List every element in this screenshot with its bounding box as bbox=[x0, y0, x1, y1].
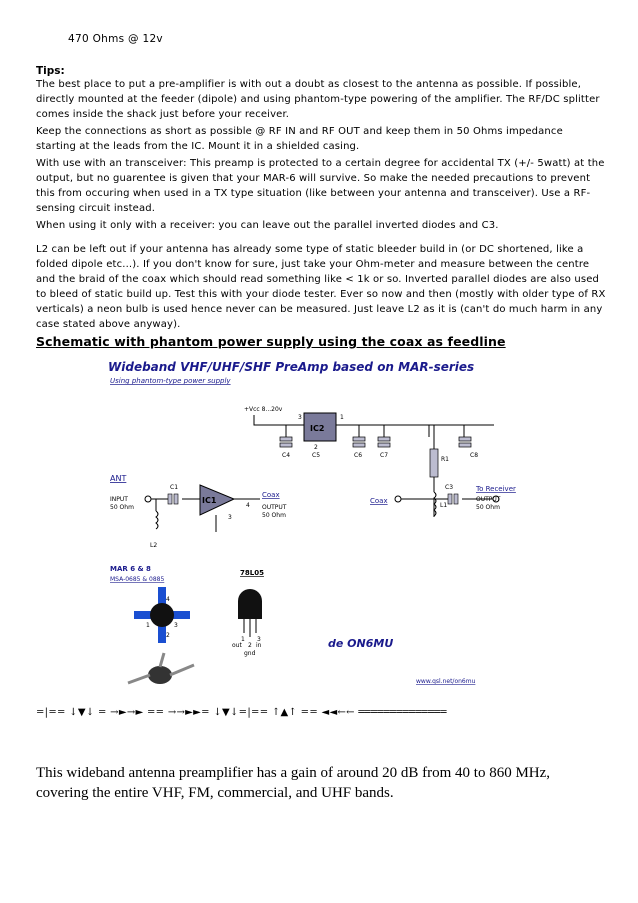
coax-out-label: Coax bbox=[262, 491, 280, 499]
ic1-pin4: 4 bbox=[246, 502, 250, 509]
mar-pin3: 3 bbox=[174, 622, 178, 629]
ant-label: ANT bbox=[110, 474, 127, 483]
regulator-title: 78L05 bbox=[240, 569, 264, 577]
c5-label: C5 bbox=[312, 452, 321, 459]
closing-paragraph: This wideband antenna preamplifier has a gain of around 20 dB from 40 to 860 MHz, covering the entire VHF, FM, commercial, and UHF bands. bbox=[36, 765, 551, 801]
mar-pin2: 2 bbox=[166, 632, 170, 639]
c6-label: C6 bbox=[354, 452, 363, 459]
c7-label: C7 bbox=[380, 452, 389, 459]
regulator-out: out bbox=[232, 642, 242, 649]
ic2-pin1: 1 bbox=[340, 414, 344, 421]
coax-in-label: Coax bbox=[370, 497, 388, 505]
l1-label: L1 bbox=[440, 502, 448, 509]
tips-paragraph-placement: The best place to put a pre-amplifier is with out a doubt as closest to the antenna as possible. If possible, directly mounted at the feeder (dipole) and using phantom-type powering of the amplifier. The RF/DC splitter comes inside the shack just before your receiver. bbox=[36, 79, 600, 120]
author-credit: de ON6MU bbox=[328, 637, 394, 650]
mar-subtitle: MSA-0685 & 0885 bbox=[110, 576, 165, 583]
ic1-label: IC1 bbox=[202, 496, 217, 505]
c1-label: C1 bbox=[170, 484, 179, 491]
tips-paragraph-l2: L2 can be left out if your antenna has already some type of static bleeder build in (or DC shortened, like a folded dipole etc...). If you don't know for sure, just take your Ohm-meter and measure between the centre and the braid of the coax which should read something like < 1k or so. Inverted parallel diodes are also used to bleed of static build up. Test this with your diode tester. Ever so now and then (mostly with older type of RX verticals) a neon bulb is used hence never can be measured. Just leave L2 as it is (can't do much harm in any case stated above anyway). bbox=[36, 244, 606, 330]
output-impedance: 50 Ohm bbox=[262, 512, 286, 519]
symbol-divider: =|== ↓▼↓ = →►→► == →→►►= ↓▼↓=|== ↑▲↑ == ◄◄←← ══════════════ bbox=[36, 707, 447, 718]
ic1-pin3: 3 bbox=[228, 514, 232, 521]
schematic-figure bbox=[104, 357, 538, 693]
to-receiver-label: To Receiver bbox=[476, 485, 516, 493]
tips-paragraph-transceiver: With use with an transceiver: This preamp is protected to a certain degree for accidental TX (+/- 5watt) at the output, but no guarentee is given that your MAR-6 will survive. So make the needed precautions to prevent this from occuring when used in a TX type situation (like between your antenna and transceiver). Use a RF-sensing circuit instead. bbox=[36, 158, 605, 214]
schematic-subtitle: Using phantom-type power supply bbox=[110, 377, 231, 385]
ic2-label: IC2 bbox=[310, 424, 325, 433]
input-connector bbox=[145, 496, 151, 502]
regulator-pin1: 1 bbox=[241, 636, 245, 643]
mar-pin1: 1 bbox=[146, 622, 150, 629]
r1-resistor bbox=[430, 449, 438, 477]
author-url: www.qsl.net/on6mu bbox=[416, 678, 476, 685]
mar-title: MAR 6 & 8 bbox=[110, 565, 151, 573]
output2-label: OUTPUT bbox=[476, 496, 501, 503]
schematic-svg bbox=[104, 357, 538, 693]
input-label: INPUT bbox=[110, 496, 128, 503]
resistor-note: 470 Ohms @ 12v bbox=[68, 33, 163, 45]
mar-photo bbox=[128, 653, 194, 684]
schematic-heading: Schematic with phantom power supply using the coax as feedline bbox=[36, 334, 506, 349]
coax-in-connector bbox=[395, 496, 401, 502]
input-impedance: 50 Ohm bbox=[110, 504, 134, 511]
schematic-title: Wideband VHF/UHF/SHF PreAmp based on MAR-series bbox=[108, 360, 475, 374]
l2-inductor bbox=[156, 511, 158, 529]
regulator-gnd: gnd bbox=[244, 650, 256, 657]
regulator-pin3: 3 bbox=[257, 636, 261, 643]
tips-paragraph-connections: Keep the connections as short as possible @ RF IN and RF OUT and keep them in 50 Ohms impedance starting at the leads from the IC. Mount it in a shielded casing. bbox=[36, 126, 563, 152]
mar-package bbox=[134, 587, 190, 643]
c1-capacitor bbox=[168, 494, 172, 504]
regulator-pin2: 2 bbox=[248, 642, 252, 649]
ic2-pin3: 3 bbox=[298, 414, 302, 421]
c3-label: C3 bbox=[445, 484, 454, 491]
c8-label: C8 bbox=[470, 452, 479, 459]
l2-label: L2 bbox=[150, 542, 158, 549]
tips-heading: Tips: bbox=[36, 65, 65, 77]
c3-capacitor bbox=[448, 494, 452, 504]
regulator-package bbox=[238, 589, 262, 637]
tips-paragraph-receiver: When using it only with a receiver: you can leave out the parallel inverted diodes and C3. bbox=[36, 220, 499, 231]
regulator-in: in bbox=[256, 642, 262, 649]
vcc-label: +Vcc 8...20v bbox=[244, 406, 283, 413]
mar-pin4: 4 bbox=[166, 596, 170, 603]
output2-impedance: 50 Ohm bbox=[476, 504, 500, 511]
r1-label: R1 bbox=[441, 456, 449, 463]
ic2-pin2: 2 bbox=[314, 444, 318, 451]
output-label: OUTPUT bbox=[262, 504, 287, 511]
c4-label: C4 bbox=[282, 452, 291, 459]
